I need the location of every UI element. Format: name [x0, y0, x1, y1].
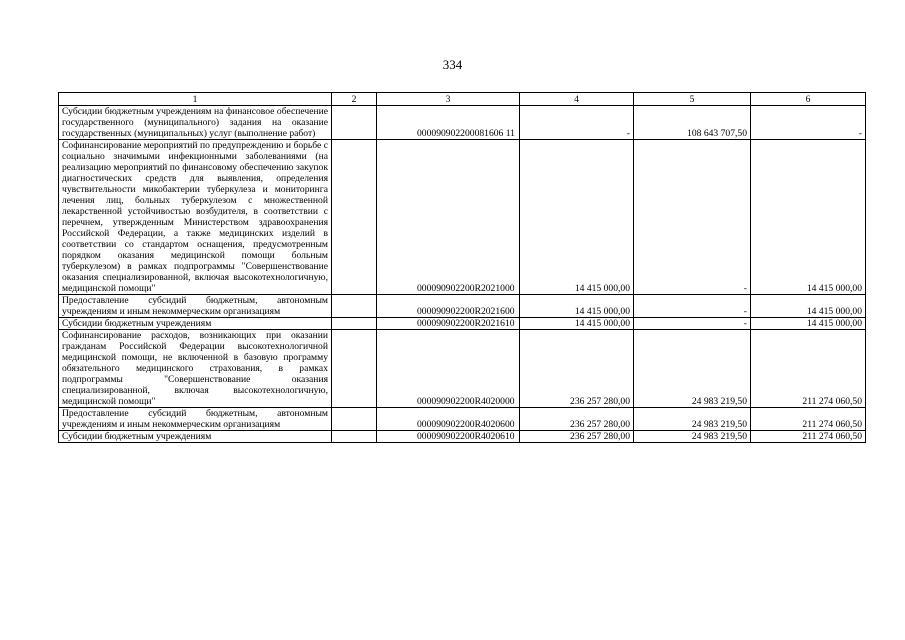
row-value-6: 211 274 060,50 [751, 431, 866, 443]
table-row [59, 431, 866, 443]
row-code: 000090902200R2021600 [377, 295, 520, 318]
page-number: 334 [442, 57, 463, 72]
row-description: Субсидии бюджетным учреждениям на финансовое обеспечение государственного (муниципального) задания на оказание государственных (муниципальных) услуг (выполнение работ) [59, 106, 332, 140]
row-value-5: 24 983 219,50 [634, 431, 751, 443]
row-value-4: 236 257 280,00 [520, 330, 634, 408]
row-code: 000090902200R2021610 [377, 318, 520, 330]
row-description: Софинансирование мероприятий по предупреждению и борьбе с социально значимыми инфекционными заболеваниями (на реализацию мероприятий по финансовому обеспечению закупок диагностических средств для выявления, определения чувствительности микобактерии туберкулеза и мониторинга лечения лиц, больных туберкулезом с множественной лекарственной устойчивостью возбудителя, в соответствии с перечнем, утвержденным Министерством здравоохранения Российской Федерации, а также медицинских изделий в соответствии со стандартом оснащения, предусмотренным порядком оказания медицинской помощи больным туберкулезом) в рамках подпрограммы "Совершенствование оказания специализированной, включая высокотехнологичную, медицинской помощи" [59, 140, 332, 295]
row-col2 [332, 431, 377, 443]
row-value-5: 24 983 219,50 [634, 408, 751, 431]
table-row [59, 106, 866, 140]
row-value-6: 211 274 060,50 [751, 330, 866, 408]
row-code: 000090902200081606 11 [377, 106, 520, 140]
row-value-6: 14 415 000,00 [751, 295, 866, 318]
row-value-6: 14 415 000,00 [751, 140, 866, 295]
row-value-5: 24 983 219,50 [634, 330, 751, 408]
row-value-5: - [634, 318, 751, 330]
row-value-4: 236 257 280,00 [520, 431, 634, 443]
row-value-5: - [634, 140, 751, 295]
column-header-1: 1 [59, 93, 332, 106]
column-header-6: 6 [751, 93, 866, 106]
row-description: Предоставление субсидий бюджетным, автономным учреждениям и иным некоммерческим организациям [59, 408, 332, 431]
row-code: 000090902200R4020000 [377, 330, 520, 408]
row-value-4: 236 257 280,00 [520, 408, 634, 431]
row-col2 [332, 408, 377, 431]
row-description: Субсидии бюджетным учреждениям [59, 318, 332, 330]
row-value-4: - [520, 106, 634, 140]
column-header-5: 5 [634, 93, 751, 106]
row-value-6: - [751, 106, 866, 140]
row-col2 [332, 330, 377, 408]
row-description: Софинансирование расходов, возникающих при оказании гражданам Российской Федерации высокотехнологичной медицинской помощи, не включенной в базовую программу обязательного медицинского страхования, в рамках подпрограммы "Совершенствование оказания специализированной, включая высокотехнологичную, медицинской помощи" [59, 330, 332, 408]
row-value-5: 108 643 707,50 [634, 106, 751, 140]
row-code: 000090902200R4020610 [377, 431, 520, 443]
column-header-2: 2 [332, 93, 377, 106]
column-header-3: 3 [377, 93, 520, 106]
table-row [59, 318, 866, 330]
row-code: 000090902200R2021000 [377, 140, 520, 295]
row-value-4: 14 415 000,00 [520, 295, 634, 318]
row-description: Субсидии бюджетным учреждениям [59, 431, 332, 443]
row-code: 000090902200R4020600 [377, 408, 520, 431]
row-value-4: 14 415 000,00 [520, 140, 634, 295]
column-header-4: 4 [520, 93, 634, 106]
row-description: Предоставление субсидий бюджетным, автономным учреждениям и иным некоммерческим организациям [59, 295, 332, 318]
table-row [59, 295, 866, 318]
table-row [59, 330, 866, 408]
row-value-6: 14 415 000,00 [751, 318, 866, 330]
row-value-6: 211 274 060,50 [751, 408, 866, 431]
row-col2 [332, 295, 377, 318]
row-col2 [332, 318, 377, 330]
table-header-row [59, 93, 866, 106]
row-col2 [332, 106, 377, 140]
row-value-5: - [634, 295, 751, 318]
row-col2 [332, 140, 377, 295]
budget-table [58, 92, 866, 443]
row-value-4: 14 415 000,00 [520, 318, 634, 330]
table-row [59, 408, 866, 431]
table-row [59, 140, 866, 295]
